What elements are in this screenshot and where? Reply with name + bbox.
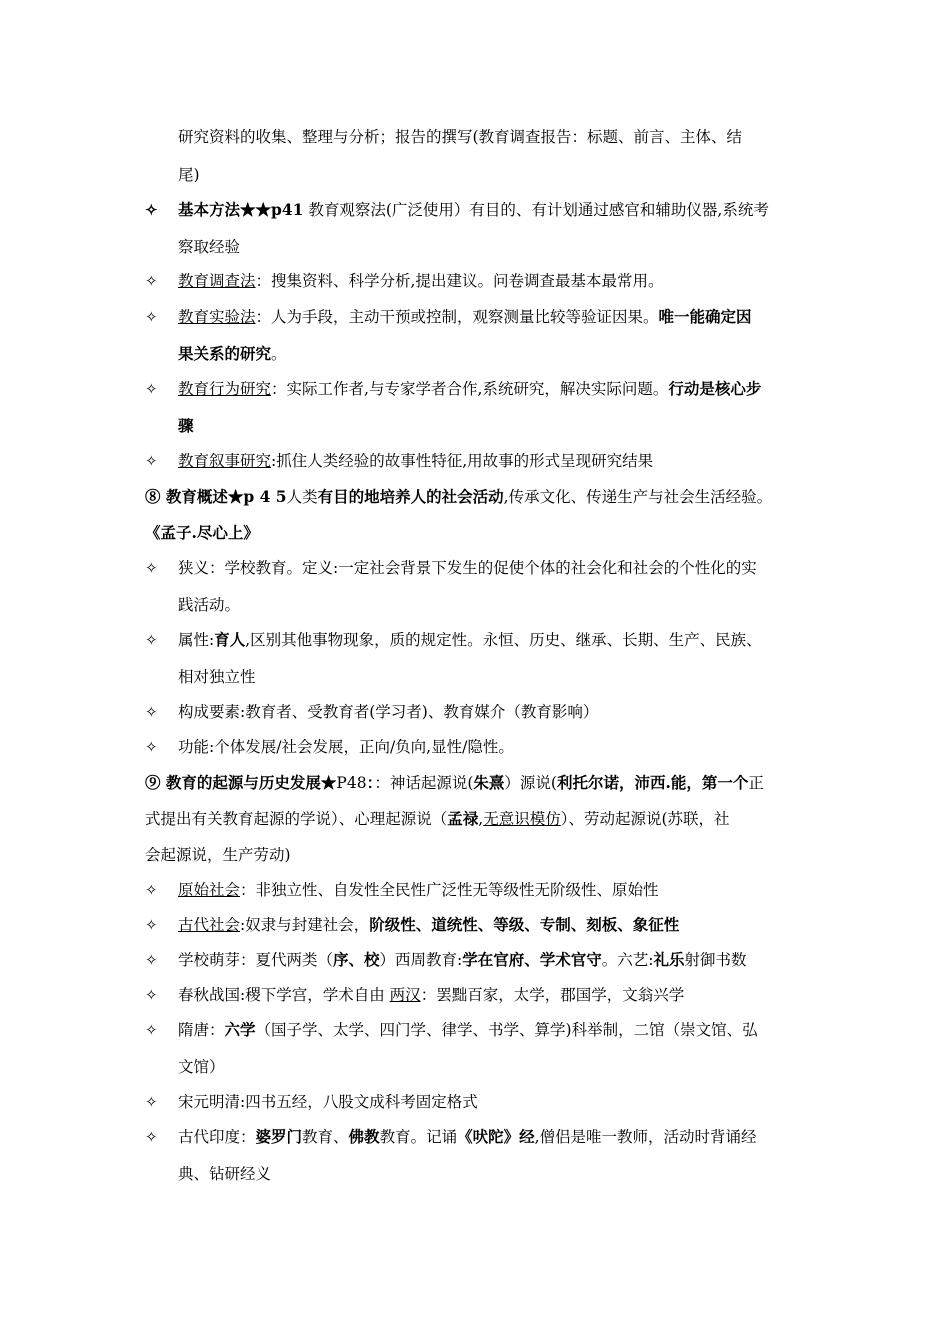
bullet-icon: ✧ bbox=[145, 916, 158, 934]
text-line: 原始社会：非独立性、自发性全民性广泛性无等级性无阶级性、原始性 bbox=[178, 881, 659, 899]
text-line: 会起源说，生产劳动) bbox=[145, 846, 291, 864]
text-line: 果关系的研究。 bbox=[178, 344, 287, 363]
text-line: 春秋战国:稷下学宫，学术自由 两汉：罢黜百家，太学，郡国学，文翁兴学 bbox=[178, 986, 685, 1004]
text-line: 研究资料的收集、整理与分析；报告的撰写(教育调查报告：标题、前言、主体、结 bbox=[178, 128, 743, 146]
text-line: 《孟子.尽心上》 bbox=[145, 523, 259, 542]
bullet-icon: ✧ bbox=[145, 631, 158, 649]
bullet-icon: ✧ bbox=[145, 1128, 158, 1146]
text-line: 学校萌芽：夏代两类（序、校）西周教育:学在官府、学术官守。六艺:礼乐射御书数 bbox=[178, 950, 747, 969]
bullet-icon: ✧ bbox=[145, 1021, 158, 1039]
text-line: 宋元明清:四书五经，八股文成科考固定格式 bbox=[178, 1093, 478, 1111]
bullet-icon: ✧ bbox=[145, 1093, 158, 1111]
bullet-icon: ✧ bbox=[145, 738, 158, 756]
bullet-icon: ✧ bbox=[145, 380, 158, 398]
bullet-icon: ✧ bbox=[145, 703, 158, 721]
text-line: 察取经验 bbox=[178, 238, 241, 256]
text-line: 典、钻研经义 bbox=[178, 1165, 272, 1183]
text-line: 教育行为研究：实际工作者,与专家学者合作,系统研究，解决实际问题。行动是核心步 bbox=[178, 379, 762, 398]
text-line: 式提出有关教育起源的学说）、心理起源说（孟禄,无意识模仿）、劳动起源说(苏联，社 bbox=[145, 809, 730, 828]
text-line: 尾) bbox=[178, 166, 200, 184]
text-line: 教育叙事研究:抓住人类经验的故事性特征,用故事的形式呈现研究结果 bbox=[178, 452, 654, 470]
section-heading: ⑧ 教育概述★p 4 5人类有目的地培养人的社会活动,传承文化、传递生产与社会生活经验。 bbox=[145, 487, 773, 506]
bullet-icon: ✧ bbox=[145, 452, 158, 470]
text-line: 教育实验法：人为手段，主动干预或控制，观察测量比较等验证因果。唯一能确定因 bbox=[178, 307, 752, 326]
text-line: 古代印度：婆罗门教育、佛教教育。记诵《吠陀》经,僧侣是唯一教师，活动时背诵经 bbox=[178, 1127, 757, 1146]
bullet-icon: ✧ bbox=[145, 986, 158, 1004]
bullet-icon: ✧ bbox=[145, 951, 158, 969]
text-line: 功能:个体发展/社会发展，正向/负向,显性/隐性。 bbox=[178, 738, 514, 756]
bullet-icon: ✧ bbox=[145, 559, 158, 577]
text-line: 基本方法★★p41 教育观察法(广泛使用）有目的、有计划通过感官和辅助仪器,系统考 bbox=[178, 200, 769, 219]
text-line: 古代社会:奴隶与封建社会，阶级性、道统性、等级、专制、刻板、象征性 bbox=[178, 915, 680, 934]
bullet-icon: ✧ bbox=[145, 272, 158, 290]
text-line: 隋唐：六学（国子学、太学、四门学、律学、书学、算学)科举制，二馆（崇文馆、弘 bbox=[178, 1020, 758, 1039]
text-line: 践活动。 bbox=[178, 596, 241, 614]
text-line: 相对独立性 bbox=[178, 668, 256, 686]
section-heading: ⑨ 教育的起源与历史发展★P48：：神话起源说(朱熹）源说(利托尔诺，沛西.能，第一个正 bbox=[145, 773, 764, 792]
bullet-icon: ✧ bbox=[145, 201, 158, 219]
text-line: 骤 bbox=[178, 416, 194, 435]
bullet-icon: ✧ bbox=[145, 881, 158, 899]
text-line: 属性:育人,区别其他事物现象，质的规定性。永恒、历史、继承、长期、生产、民族、 bbox=[178, 630, 762, 649]
text-line: 构成要素:教育者、受教育者(学习者)、教育媒介（教育影响） bbox=[178, 703, 599, 721]
bullet-icon: ✧ bbox=[145, 308, 158, 326]
text-line: 狭义：学校教育。定义:一定社会背景下发生的促使个体的社会化和社会的个性化的实 bbox=[178, 559, 757, 577]
text-line: 教育调查法：搜集资料、科学分析,提出建议。问卷调查最基本最常用。 bbox=[178, 272, 664, 290]
text-line: 文馆） bbox=[178, 1058, 225, 1076]
